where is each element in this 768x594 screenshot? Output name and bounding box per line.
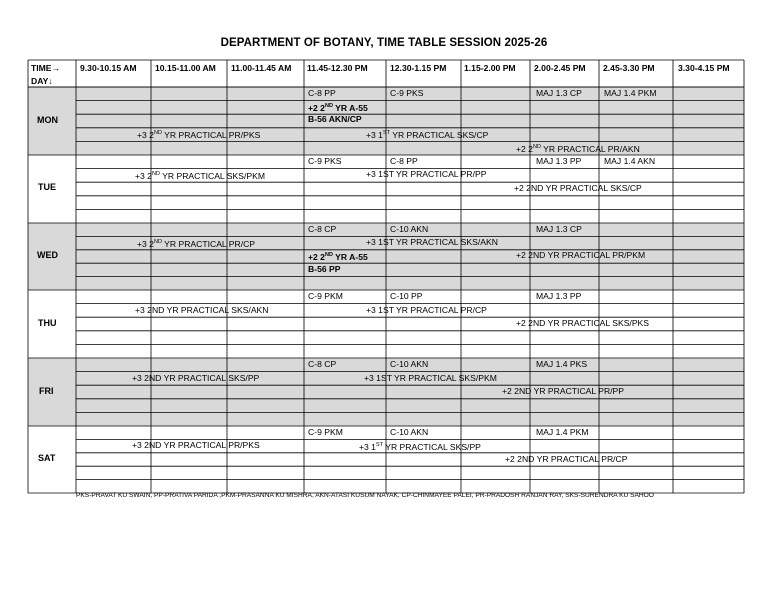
mon-c8: C-8 PP [308, 88, 336, 98]
tue-c9: C-9 PKS [308, 156, 342, 166]
thu-maj13: MAJ 1.3 PP [536, 291, 582, 301]
tue-practical-3-1: +3 1ST YR PRACTICAL PR/PP [366, 169, 487, 179]
day-label-thu: THU [38, 318, 57, 328]
mon-maj14: MAJ 1.4 PKM [604, 88, 657, 98]
fri-maj14: MAJ 1.4 PKS [536, 359, 588, 369]
thu-practical-2: +2 2ND YR PRACTICAL SKS/PKS [516, 318, 650, 328]
wed-c10: C-10 AKN [390, 224, 429, 234]
mon-b56: B-56 AKN/CP [308, 114, 362, 124]
mon-practical-2: +2 2ND YR PRACTICAL PR/AKN [516, 143, 640, 154]
sat-practical-2: +2 2ND YR PRACTICAL PR/CP [505, 454, 628, 464]
tue-practical-3-2: +3 2ND YR PRACTICAL SKS/PKM [135, 170, 265, 181]
sat-c10: C-10 AKN [390, 427, 429, 437]
mon-maj13: MAJ 1.3 CP [536, 88, 582, 98]
day-label-fri: FRI [39, 386, 54, 396]
slot-header-7: 2.00-2.45 PM [534, 63, 586, 73]
slot-header-4: 11.45-12.30 PM [307, 63, 368, 73]
day-label-mon: MON [37, 115, 58, 125]
tue-maj14: MAJ 1.4 AKN [604, 156, 656, 166]
wed-maj13: MAJ 1.3 CP [536, 224, 582, 234]
faculty-legend: PKS-PRAVAT KU SWAIN, PP-PRATIVA PARIDA ,PKM-PRASANNA KU MISHRA, AKN-ATASI KUSUM NAYAK, CP-CHINMAYEE PALEI, PR-PRADOSH RANJAN RAY, SKS-SURENDRA KU SAHOO [76, 492, 654, 499]
sat-practical-3-1: +3 1ST YR PRACTICAL SKS/PP [359, 441, 481, 452]
slot-header-3: 11.00-11.45 AM [231, 63, 292, 73]
wed-practical-2: +2 2ND YR PRACTICAL PR/PKM [516, 250, 646, 260]
wed-practical-3-1: +3 1ST YR PRACTICAL SKS/AKN [366, 237, 498, 247]
slot-header-5: 12.30-1.15 PM [390, 63, 447, 73]
slot-header-2: 10.15-11.00 AM [155, 63, 216, 73]
slot-header-9: 3.30-4.15 PM [678, 63, 730, 73]
thu-practical-3-1: +3 1ST YR PRACTICAL PR/CP [366, 305, 487, 315]
mon-practical-3-1: +3 1ST YR PRACTICAL SKS/CP [366, 129, 489, 140]
fri-practical-3-1: +3 1ST YR PRACTICAL SKS/PKM [364, 373, 497, 383]
sat-practical-3-2: +3 2ND YR PRACTICAL PR/PKS [132, 440, 260, 450]
fri-practical-2: +2 2ND YR PRACTICAL PR/PP [502, 386, 625, 396]
corner-time-label: TIME→ [31, 63, 61, 73]
wed-b56: B-56 PP [308, 264, 341, 274]
wed-practical-3-2: +3 2ND YR PRACTICAL PR/CP [137, 238, 256, 249]
thu-c9: C-9 PKM [308, 291, 343, 301]
wed-2nd-yr-a55: +2 2ND YR A-55 [308, 251, 368, 262]
tue-c8: C-8 PP [390, 156, 418, 166]
mon-practical-3-2: +3 2ND YR PRACTICAL PR/PKS [137, 129, 261, 140]
sat-maj14: MAJ 1.4 PKM [536, 427, 589, 437]
day-label-sat: SAT [38, 453, 56, 463]
fri-practical-3-2: +3 2ND YR PRACTICAL SKS/PP [132, 373, 260, 383]
slot-header-1: 9.30-10.15 AM [80, 63, 137, 73]
fri-c8: C-8 CP [308, 359, 337, 369]
tue-maj13: MAJ 1.3 PP [536, 156, 582, 166]
thu-c10: C-10 PP [390, 291, 423, 301]
slot-header-8: 2.45-3.30 PM [603, 63, 655, 73]
thu-practical-3-2: +3 2ND YR PRACTICAL SKS/AKN [135, 305, 269, 315]
tue-practical-2: +2 2ND YR PRACTICAL SKS/CP [514, 183, 642, 193]
mon-c9: C-9 PKS [390, 88, 424, 98]
page-title: DEPARTMENT OF BOTANY, TIME TABLE SESSION 2025-26 [220, 37, 548, 49]
mon-2nd-yr-a55: +2 2ND YR A-55 [308, 102, 368, 113]
fri-c10: C-10 AKN [390, 359, 429, 369]
day-label-tue: TUE [38, 182, 56, 192]
corner-day-label: DAY↓ [31, 76, 53, 86]
day-label-wed: WED [37, 250, 58, 260]
wed-c8: C-8 CP [308, 224, 337, 234]
sat-c9: C-9 PKM [308, 427, 343, 437]
slot-header-6: 1.15-2.00 PM [464, 63, 516, 73]
